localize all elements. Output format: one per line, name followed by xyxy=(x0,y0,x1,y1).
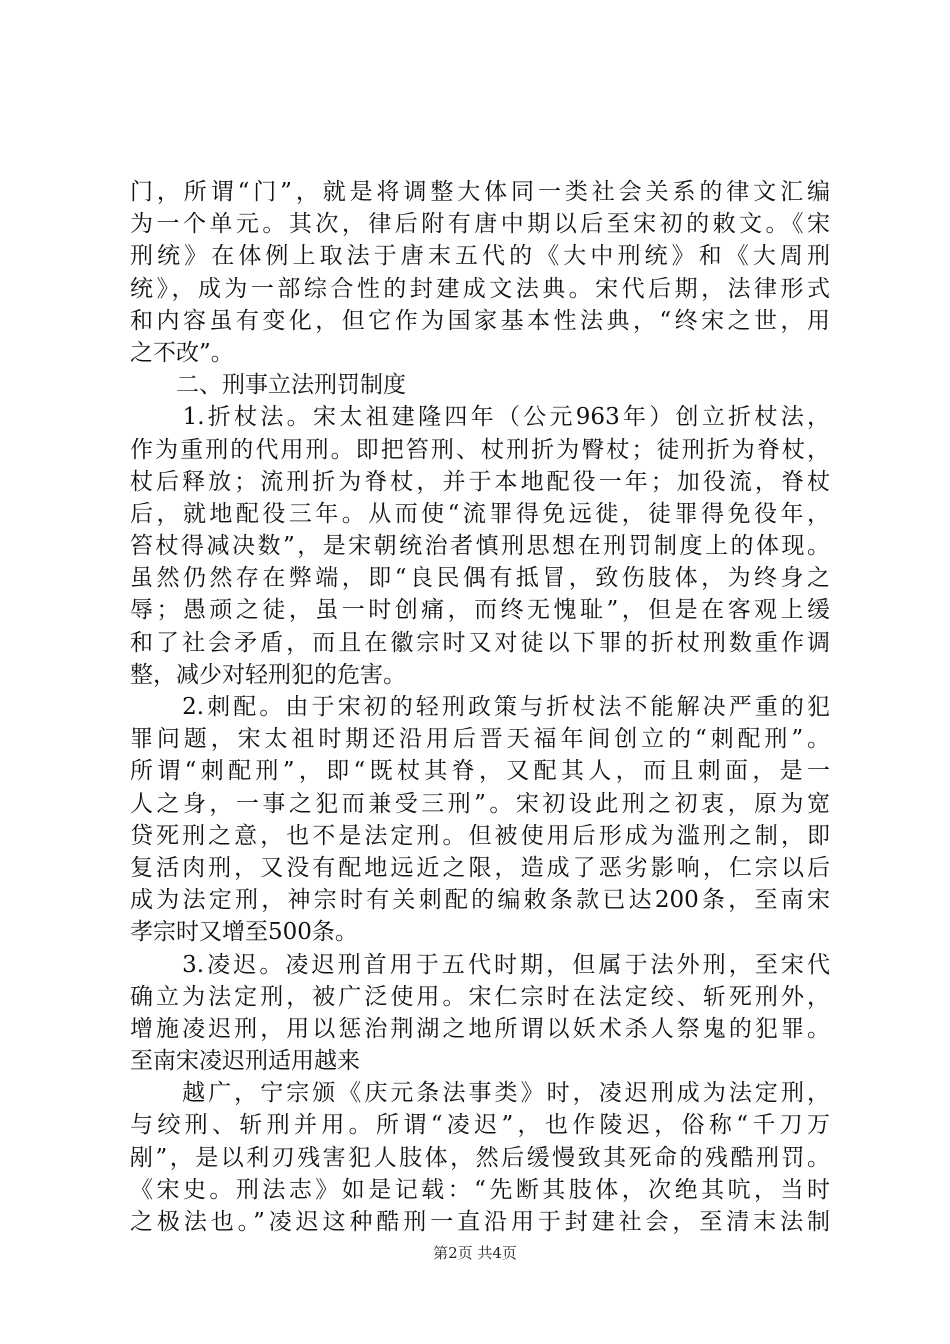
text-line: 越广，宁宗颁《庆元条法事类》时，凌迟刑成为法定刑， xyxy=(130,1080,830,1107)
text-line: 刑统》在体例上取法于唐末五代的《大中刑统》和《大周刑 xyxy=(130,243,830,270)
text-line: 与绞刑、斩刑并用。所谓“凌迟”，也作陵迟，俗称“千刀万 xyxy=(130,1112,830,1139)
text-line: 和了社会矛盾，而且在徽宗时又对徒以下罪的折杖刑数重作调 xyxy=(130,629,830,656)
text-line: 作为重刑的代用刑。即把笞刑、杖刑折为臀杖；徒刑折为脊杖， xyxy=(130,436,830,463)
text-line: 增施凌迟刑，用以惩治荆湖之地所谓以妖术杀人祭鬼的犯罪。 xyxy=(130,1015,830,1042)
text-line: 确立为法定刑，被广泛使用。宋仁宗时在法定绞、斩死刑外， xyxy=(130,983,830,1010)
text-line: 《宋史。刑法志》如是记载：“先断其肢体，次绝其吭，当时 xyxy=(130,1176,830,1203)
text-line: 成为法定刑，神宗时有关刺配的编敕条款已达200条，至南宋 xyxy=(130,887,830,914)
text-line: 统》，成为一部综合性的封建成文法典。宋代后期，法律形式 xyxy=(130,275,830,302)
text-line: 门，所谓“门”，就是将调整大体同一类社会关系的律文汇编 xyxy=(130,179,830,205)
text-line: 为一个单元。其次，律后附有唐中期以后至宋初的敕文。《宋 xyxy=(130,211,830,238)
text-line: 虽然仍然存在弊端，即“良民偶有抵冒，致伤肢体，为终身之 xyxy=(130,565,830,592)
page-footer: 第2页 共4页 xyxy=(433,1244,517,1262)
text-line: 2.刺配。由于宋初的轻刑政策与折杖法不能解决严重的犯 xyxy=(130,694,830,720)
text-line: 3.凌迟。凌迟刑首用于五代时期，但属于法外刑，至宋代 xyxy=(130,951,830,978)
text-line: 杖后释放；流刑折为脊杖，并于本地配役一年；加役流，脊杖 xyxy=(130,468,830,495)
text-line: 剐”，是以利刃残害犯人肢体，然后缓慢致其死命的残酷刑罚。 xyxy=(130,1144,830,1171)
text-line: 孝宗时又增至500条。 xyxy=(130,919,358,946)
text-line: 1.折杖法。宋太祖建隆四年（公元963年）创立折杖法， xyxy=(130,404,830,431)
body-text xyxy=(130,176,830,1238)
text-line: 贷死刑之意，也不是法定刑。但被使用后形成为滥刑之制，即 xyxy=(130,822,830,849)
text-line: 人之身，一事之犯而兼受三刑”。宋初设此刑之初衷，原为宽 xyxy=(130,790,830,817)
text-line: 罪问题，宋太祖时期还沿用后晋天福年间创立的“刺配刑”。 xyxy=(130,726,830,753)
text-line: 二、刑事立法刑罚制度 xyxy=(130,372,406,399)
text-line: 整，减少对轻刑犯的危害。 xyxy=(130,661,406,688)
text-line: 所谓“刺配刑”，即“既杖其脊，又配其人，而且刺面，是一 xyxy=(130,758,830,785)
text-line: 和内容虽有变化，但它作为国家基本性法典，“终宋之世，用 xyxy=(130,307,830,334)
text-line: 笞杖得减决数”，是宋朝统治者慎刑思想在刑罚制度上的体现。 xyxy=(130,533,830,560)
text-line: 后，就地配役三年。从而使“流罪得免远徙，徒罪得免役年， xyxy=(130,500,830,527)
text-line: 之不改”。 xyxy=(130,339,234,366)
text-line: 至南宋凌迟刑适用越来 xyxy=(130,1048,360,1075)
text-line: 复活肉刑，又没有配地远近之限，造成了恶劣影响，仁宗以后 xyxy=(130,854,830,881)
text-line: 之极法也。”凌迟这种酷刑一直沿用于封建社会，至清末法制 xyxy=(130,1209,830,1235)
text-line: 辱；愚顽之徒，虽一时创痛，而终无愧耻”，但是在客观上缓 xyxy=(130,597,830,624)
